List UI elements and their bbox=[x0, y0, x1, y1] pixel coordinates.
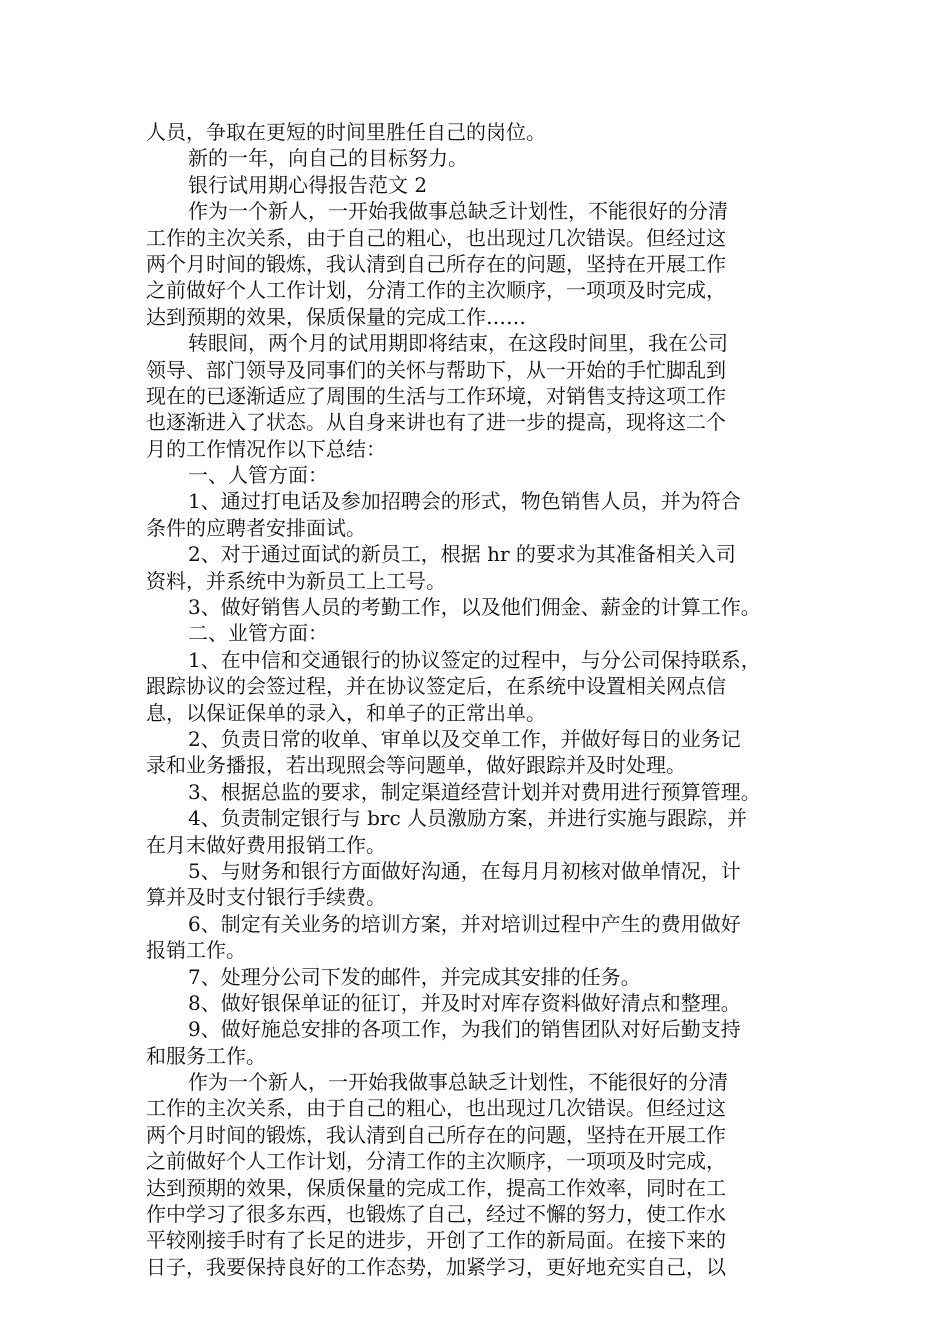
text-line: 2、对于通过面试的新员工，根据 hr 的要求为其准备相关入司 bbox=[188, 542, 736, 567]
text-line: 2、负责日常的收单、审单以及交单工作，并做好每日的业务记 bbox=[188, 726, 741, 751]
text-line: 报销工作。 bbox=[146, 938, 246, 963]
text-line: 条件的应聘者安排面试。 bbox=[146, 515, 366, 540]
text-line: 1、通过打电话及参加招聘会的形式，物色销售人员，并为符合 bbox=[188, 489, 741, 514]
text-line: 1、在中信和交通银行的协议签定的过程中，与分公司保持联系， bbox=[188, 647, 761, 672]
text-line: 算并及时支付银行手续费。 bbox=[146, 885, 386, 910]
text-line: 也逐渐进入了状态。从自身来讲也有了进一步的提高，现将这二个 bbox=[146, 410, 726, 435]
text-line: 银行试用期心得报告范文 2 bbox=[188, 172, 428, 197]
text-line: 作中学习了很多东西，也锻炼了自己，经过不懈的努力，使工作水 bbox=[146, 1202, 726, 1227]
text-line: 两个月时间的锻炼，我认清到自己所存在的问题，坚持在开展工作 bbox=[146, 251, 726, 276]
text-line: 4、负责制定银行与 brc 人员激励方案，并进行实施与跟踪，并 bbox=[188, 806, 748, 831]
text-line: 日子，我要保持良好的工作态势，加紧学习，更好地充实自己，以 bbox=[146, 1254, 726, 1279]
text-line: 资料，并系统中为新员工上工号。 bbox=[146, 568, 446, 593]
text-line: 人员，争取在更短的时间里胜任自己的岗位。 bbox=[146, 120, 546, 144]
text-line: 达到预期的效果，保质保量的完成工作，提高工作效率，同时在工 bbox=[146, 1175, 726, 1200]
text-line: 作为一个新人，一开始我做事总缺乏计划性，不能很好的分清 bbox=[188, 199, 728, 224]
text-line: 和服务工作。 bbox=[146, 1043, 266, 1068]
text-line: 6、制定有关业务的培训方案，并对培训过程中产生的费用做好 bbox=[188, 911, 741, 936]
text-line: 9、做好施总安排的各项工作，为我们的销售团队对好后勤支持 bbox=[188, 1017, 741, 1042]
text-line: 转眼间，两个月的试用期即将结束，在这段时间里，我在公司 bbox=[188, 331, 728, 356]
text-line: 之前做好个人工作计划，分清工作的主次顺序，一项项及时完成， bbox=[146, 278, 726, 303]
text-line: 跟踪协议的会签过程，并在协议签定后，在系统中设置相关网点信 bbox=[146, 674, 726, 699]
text-line: 录和业务播报，若出现照会等问题单，做好跟踪并及时处理。 bbox=[146, 753, 686, 778]
text-line: 5、与财务和银行方面做好沟通，在每月月初核对做单情况，计 bbox=[188, 858, 741, 883]
text-line: 二、业管方面： bbox=[188, 621, 328, 646]
text-line: 8、做好银保单证的征订，并及时对库存资料做好清点和整理。 bbox=[188, 990, 741, 1015]
text-line: 3、做好销售人员的考勤工作，以及他们佣金、薪金的计算工作。 bbox=[188, 595, 761, 620]
text-line: 息，以保证保单的录入，和单子的正常出单。 bbox=[146, 700, 546, 725]
text-line: 7、处理分公司下发的邮件，并完成其安排的任务。 bbox=[188, 964, 641, 989]
text-line: 平较刚接手时有了长足的进步，开创了工作的新局面。在接下来的 bbox=[146, 1228, 726, 1253]
text-line: 月的工作情况作以下总结： bbox=[146, 436, 386, 461]
text-line: 作为一个新人，一开始我做事总缺乏计划性，不能很好的分清 bbox=[188, 1070, 728, 1095]
text-line: 领导、部门领导及同事们的关怀与帮助下，从一开始的手忙脚乱到 bbox=[146, 357, 726, 382]
document-body bbox=[146, 119, 814, 1280]
text-line: 现在的已逐渐适应了周围的生活与工作环境，对销售支持这项工作 bbox=[146, 383, 726, 408]
text-line: 在月末做好费用报销工作。 bbox=[146, 832, 386, 857]
text-line: 两个月时间的锻炼，我认清到自己所存在的问题，坚持在开展工作 bbox=[146, 1122, 726, 1147]
text-line: 之前做好个人工作计划，分清工作的主次顺序，一项项及时完成， bbox=[146, 1149, 726, 1174]
text-line: 一、人管方面： bbox=[188, 463, 328, 488]
text-line: 3、根据总监的要求，制定渠道经营计划并对费用进行预算管理。 bbox=[188, 779, 761, 804]
text-line: 新的一年，向自己的目标努力。 bbox=[188, 146, 468, 171]
text-line: 工作的主次关系，由于自己的粗心，也出现过几次错误。但经过这 bbox=[146, 1096, 726, 1121]
text-line: 达到预期的效果，保质保量的完成工作…… bbox=[146, 304, 526, 329]
text-line: 工作的主次关系，由于自己的粗心，也出现过几次错误。但经过这 bbox=[146, 225, 726, 250]
